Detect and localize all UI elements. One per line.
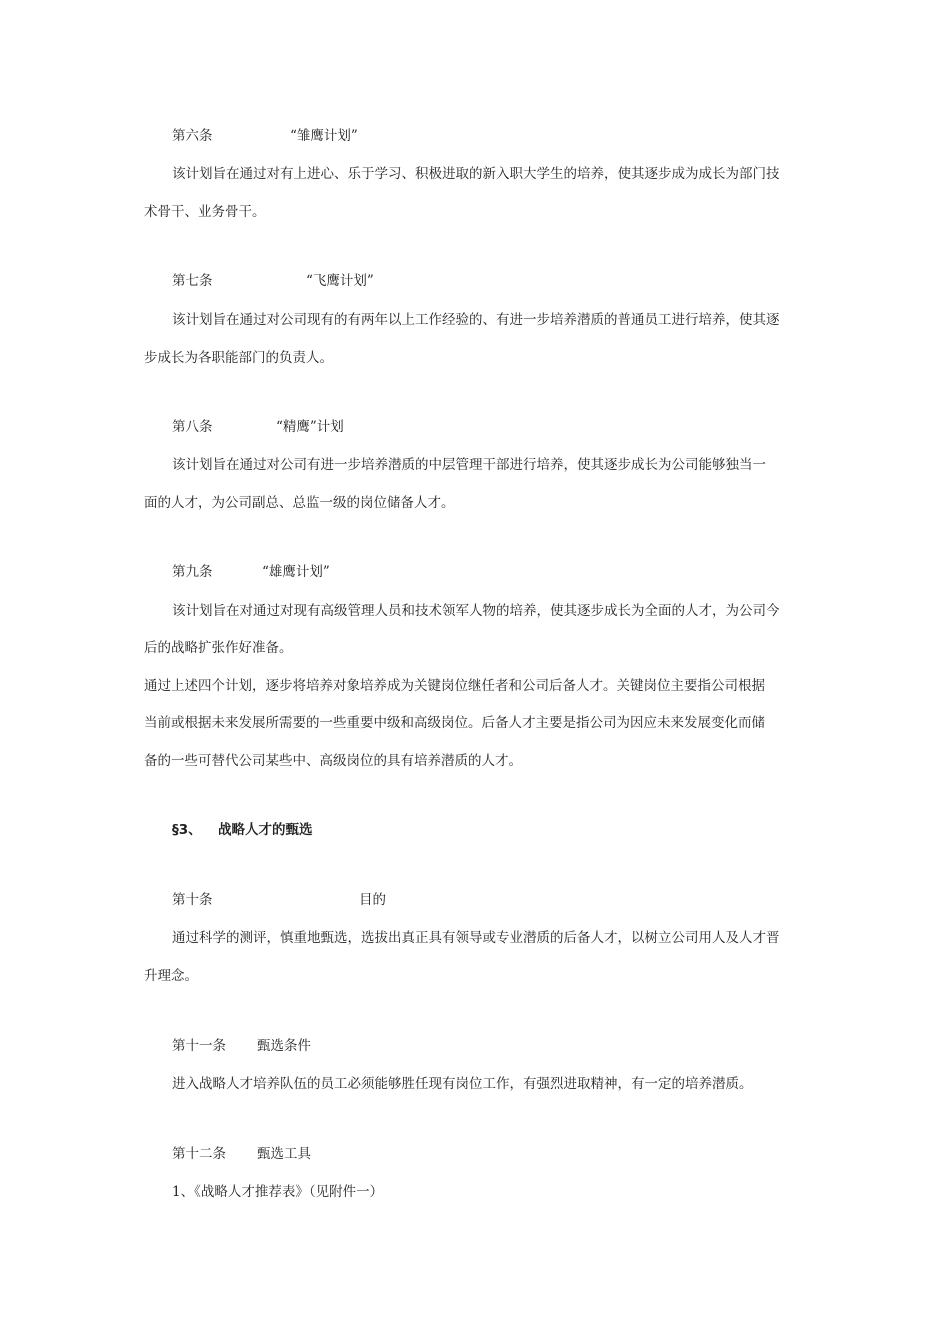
article-10-line-1: 通过科学的测评，慎重地甄选，选拔出真正具有领导或专业潜质的后备人才，以树立公司用人及人才晋 (172, 930, 780, 946)
section-3-number: §3、 (172, 822, 202, 838)
article-11-label: 第十一条 (172, 1038, 226, 1054)
article-8-line-1: 该计划旨在通过对公司有进一步培养潜质的中层管理干部进行培养，使其逐步成长为公司能够独当一 (172, 457, 766, 473)
article-8-label: 第八条 (172, 419, 213, 435)
article-9-title: “雄鹰计划” (262, 564, 330, 580)
summary-line-3: 备的一些可替代公司某些中、高级岗位的具有培养潜质的人才。 (144, 753, 522, 769)
article-9-line-2: 后的战略扩张作好准备。 (144, 640, 293, 656)
article-7-line-1: 该计划旨在通过对公司现有的有两年以上工作经验的、有进一步培养潜质的普通员工进行培养，使其逐 (172, 312, 780, 328)
article-8-title: “精鹰”计划 (276, 419, 344, 435)
article-10-line-2: 升理念。 (144, 968, 198, 984)
article-9-line-1: 该计划旨在对通过对现有高级管理人员和技术领军人物的培养，使其逐步成长为全面的人才，为公司今 (172, 603, 780, 619)
section-3-title: 战略人才的甄选 (218, 822, 313, 838)
article-6-label: 第六条 (172, 128, 213, 144)
article-6-line-1: 该计划旨在通过对有上进心、乐于学习、积极进取的新入职大学生的培养，使其逐步成为成长为部门技 (172, 166, 780, 182)
article-11-title: 甄选条件 (257, 1038, 311, 1054)
summary-line-2: 当前或根据未来发展所需要的一些重要中级和高级岗位。后备人才主要是指公司为因应未来发展变化而储 (144, 715, 765, 731)
article-9-label: 第九条 (172, 564, 213, 580)
article-6-title: “雏鹰计划” (290, 128, 358, 144)
article-6-line-2: 术骨干、业务骨干。 (144, 204, 266, 220)
summary-line-1: 通过上述四个计划，逐步将培养对象培养成为关键岗位继任者和公司后备人才。关键岗位主要指公司根据 (144, 678, 765, 694)
article-12-label: 第十二条 (172, 1146, 226, 1162)
article-11-line-1: 进入战略人才培养队伍的员工必须能够胜任现有岗位工作，有强烈进取精神，有一定的培养潜质。 (172, 1076, 753, 1092)
article-7-title: “飞鹰计划” (306, 273, 374, 289)
article-10-title: 目的 (359, 892, 386, 908)
article-10-label: 第十条 (172, 892, 213, 908)
article-7-label: 第七条 (172, 273, 213, 289)
article-7-line-2: 步成长为各职能部门的负责人。 (144, 350, 333, 366)
article-12-title: 甄选工具 (257, 1146, 311, 1162)
article-8-line-2: 面的人才，为公司副总、总监一级的岗位储备人才。 (144, 495, 455, 511)
article-12-item-1: 1、《战略人才推荐表》（见附件一） (172, 1184, 384, 1200)
